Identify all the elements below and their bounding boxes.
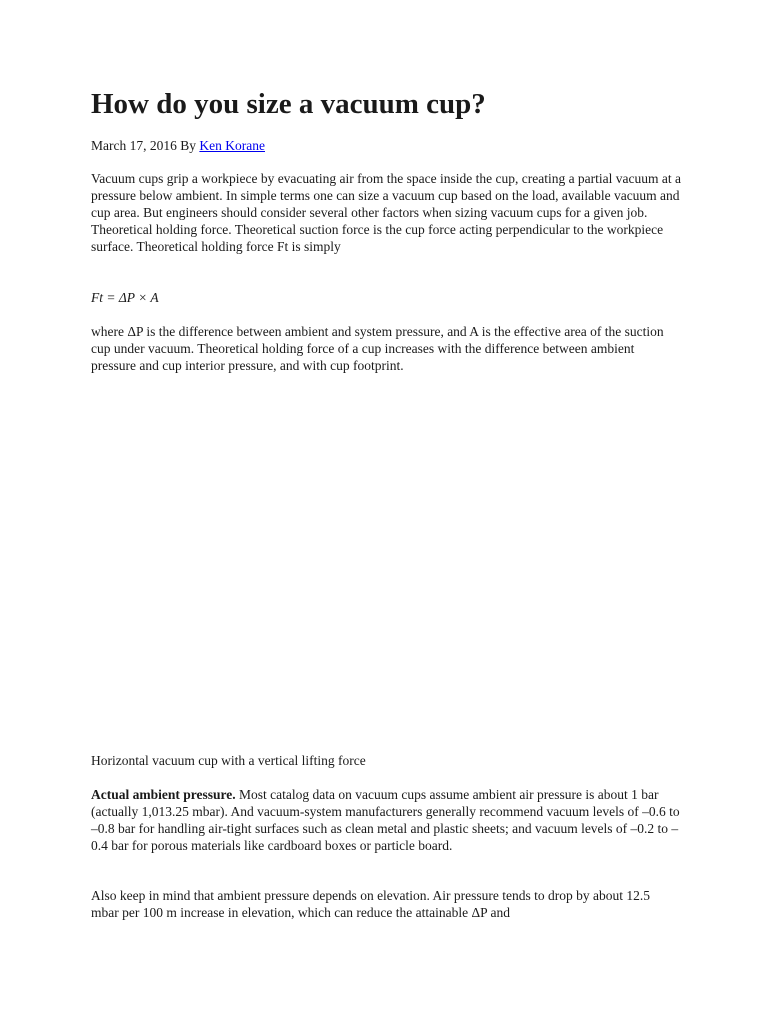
ambient-pressure-block	[91, 786, 681, 854]
holding-force-formula: Ft = ΔP × A	[91, 290, 159, 305]
figure-caption-block	[91, 752, 681, 769]
formula-explanation-block	[91, 323, 681, 374]
elevation-block	[91, 887, 681, 921]
ambient-pressure-heading: Actual ambient pressure.	[91, 787, 236, 802]
figure-caption: Horizontal vacuum cup with a vertical lifting force	[91, 753, 366, 768]
elevation-paragraph: Also keep in mind that ambient pressure depends on elevation. Air pressure tends to drop by about 12.5 mbar per 100 m increase in elevation, which can reduce the attainable ΔP and	[91, 888, 651, 920]
ambient-pressure-paragraph	[91, 786, 681, 854]
publish-date: March 17, 2016	[91, 138, 177, 153]
ambient-pressure-text: Most catalog data on vacuum cups assume ambient air pressure is about 1 bar (actually 1,013.25 mbar). And vacuum-system manufacturers generally recommend vacuum levels of –0.6 to –0.8 bar for handling air-tight surfaces such as clean metal and plastic sheets; and vacuum levels of –0.2 to –0.4 bar for porous materials like cardboard boxes or particle board.	[91, 787, 680, 853]
intro-block	[91, 170, 681, 255]
article-title: How do you size a vacuum cup?	[91, 88, 486, 120]
formula-block	[91, 289, 681, 306]
holding-force-paragraph: Theoretical holding force. Theoretical suction force is the cup force acting perpendicular to the workpiece surface. Theoretical holding force Ft is simply	[91, 222, 664, 254]
intro-paragraph: Vacuum cups grip a workpiece by evacuating air from the space inside the cup, creating a partial vacuum at a pressure below ambient. In simple terms one can size a vacuum cup based on the load, available vacuum and cup area. But engineers should consider several other factors when sizing vacuum cups for a given job.	[91, 171, 682, 220]
author-link[interactable]: Ken Korane	[199, 138, 265, 153]
by-label: By	[180, 138, 196, 153]
byline	[91, 137, 265, 154]
formula-explanation: where ΔP is the difference between ambient and system pressure, and A is the effective area of the suction cup under vacuum. Theoretical holding force of a cup increases with the difference between ambient pressure and cup interior pressure, and with cup footprint.	[91, 324, 664, 373]
